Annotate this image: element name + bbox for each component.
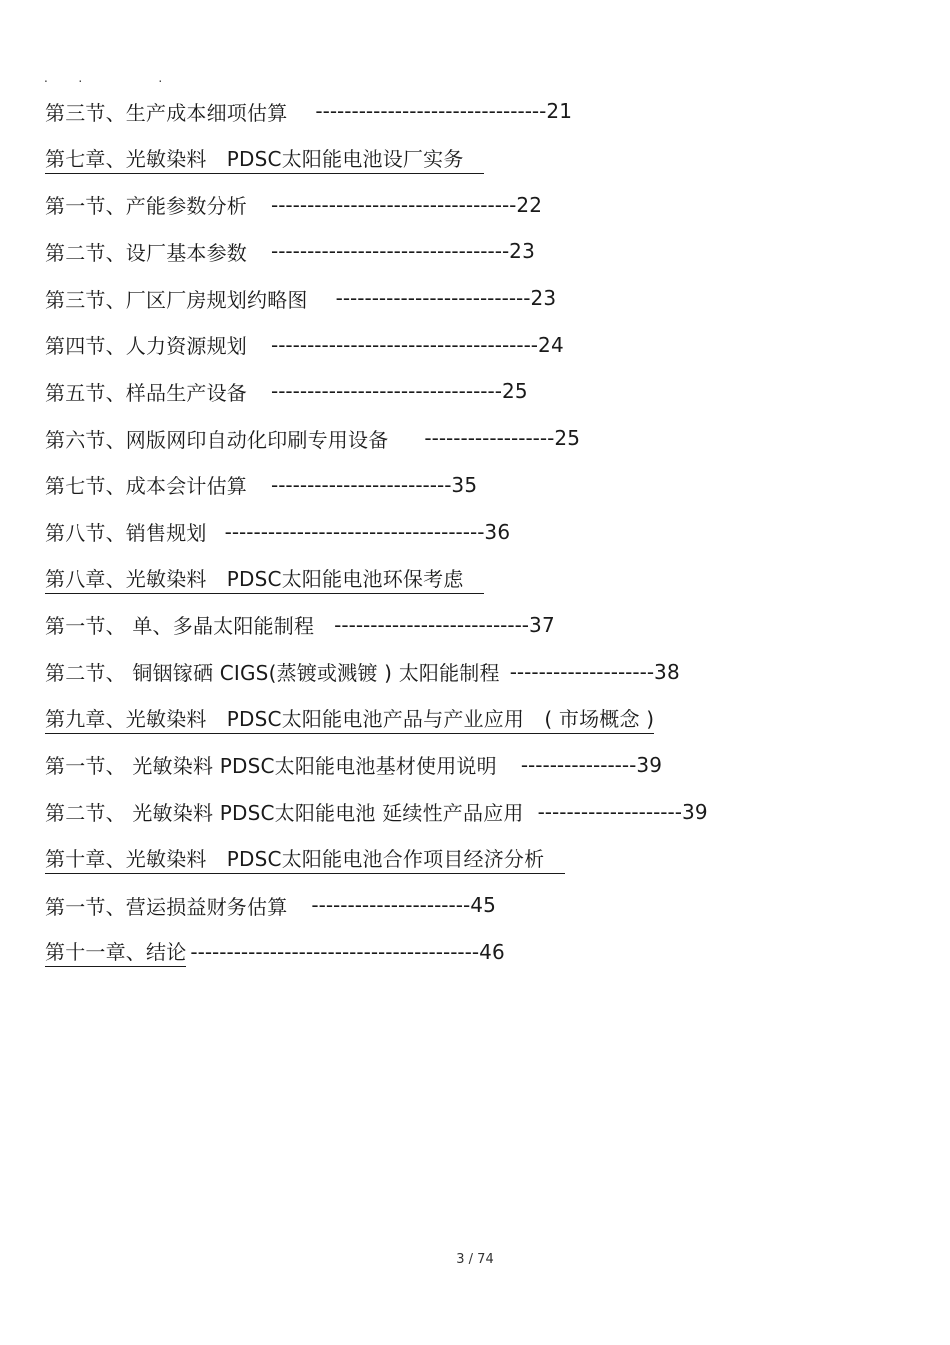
toc-entry-title: 第七章、光敏染料 PDSC太阳能电池设厂实务: [45, 143, 484, 174]
toc-entry-leader: ----------------------: [311, 893, 471, 918]
toc-entry-title: 第二节、 铜铟镓硒 CIGS(蒸镀或溅镀 ) 太阳能制程: [45, 661, 500, 686]
toc-section-entry: [45, 508, 905, 555]
toc-entry-page-number: 36: [484, 519, 511, 544]
toc-section-entry: [45, 181, 905, 228]
toc-section-entry: [45, 275, 905, 322]
toc-chapter-entry: [45, 928, 905, 975]
toc-entry-leader: ------------------------------------: [224, 519, 485, 544]
toc-entry-page-number: 22: [516, 192, 543, 217]
toc-entry-title: 第七节、成本会计估算: [45, 474, 247, 499]
toc-entry-leader: --------------------: [509, 659, 655, 684]
toc-entry-page-number: 46: [479, 939, 505, 964]
toc-entry-title: 第十章、光敏染料 PDSC太阳能电池合作项目经济分析: [45, 843, 565, 874]
toc-chapter-entry: [45, 835, 905, 882]
toc-section-entry: [45, 228, 905, 275]
toc-entry-page-number: 21: [546, 99, 573, 124]
toc-entry-title: 第一节、 单、多晶太阳能制程: [45, 614, 315, 639]
toc-entry-leader: -------------------------------------: [271, 332, 539, 357]
toc-entry-page-number: 23: [509, 239, 536, 264]
toc-entry-page-number: 45: [470, 893, 497, 918]
toc-entry-title: 第四节、人力资源规划: [45, 334, 247, 359]
toc-entry-page-number: 35: [451, 472, 478, 497]
toc-entry-page-number: 37: [529, 612, 555, 637]
toc-entry-title: 第一节、产能参数分析: [45, 194, 247, 219]
toc-entry-title: 第三节、厂区厂房规划约略图: [45, 287, 308, 312]
toc-entry-leader: ---------------------------: [335, 286, 531, 311]
toc-entry-leader: -------------------------: [271, 472, 452, 497]
toc-entry-page-number: 39: [681, 799, 708, 824]
toc-entry-title: 第一节、 光敏染料 PDSC太阳能电池基材使用说明: [45, 754, 497, 779]
toc-chapter-entry: [45, 135, 905, 182]
toc-entry-leader: ------------------: [424, 426, 555, 451]
toc-section-entry: [45, 788, 905, 835]
toc-entry-title: 第二节、设厂基本参数: [45, 240, 247, 265]
toc-section-entry: [45, 415, 905, 462]
toc-section-entry: [45, 648, 905, 695]
toc-entry-leader: ----------------------------------------: [190, 939, 480, 964]
toc-chapter-entry: [45, 695, 905, 742]
toc-entry-title: 第八节、销售规划: [45, 521, 207, 546]
toc-entry-title: 第九章、光敏染料 PDSC太阳能电池产品与产业应用 ( 市场概念 ): [45, 703, 654, 734]
toc-section-entry: [45, 882, 905, 929]
table-of-contents: [45, 88, 905, 975]
toc-section-entry: [45, 742, 905, 789]
toc-entry-title: 第八章、光敏染料 PDSC太阳能电池环保考虑: [45, 563, 484, 594]
top-marks: . . .: [44, 71, 163, 85]
toc-entry-leader: --------------------------------: [315, 99, 547, 124]
toc-entry-page-number: 25: [554, 426, 581, 451]
toc-section-entry: [45, 462, 905, 509]
toc-entry-leader: ---------------------------------: [271, 239, 510, 264]
toc-section-entry: [45, 88, 905, 135]
toc-section-entry: [45, 602, 905, 649]
toc-entry-page-number: 38: [654, 659, 680, 684]
toc-section-entry: [45, 321, 905, 368]
toc-entry-title: 第六节、网版网印自动化印刷专用设备: [45, 427, 389, 452]
toc-chapter-entry: [45, 555, 905, 602]
toc-entry-title: 第十一章、结论: [45, 936, 186, 967]
toc-entry-title: 第一节、营运损益财务估算: [45, 894, 288, 919]
toc-entry-leader: --------------------: [537, 799, 682, 824]
toc-entry-page-number: 25: [501, 379, 528, 404]
toc-section-entry: [45, 368, 905, 415]
toc-entry-title: 第五节、样品生产设备: [45, 380, 247, 405]
page-number-footer: 3 / 74: [456, 1252, 494, 1267]
toc-entry-title: 第三节、生产成本细项估算: [45, 100, 288, 125]
toc-entry-leader: ----------------------------------: [271, 192, 517, 217]
toc-entry-leader: ----------------: [520, 752, 637, 777]
toc-entry-page-number: 23: [530, 286, 557, 311]
toc-entry-title: 第二节、 光敏染料 PDSC太阳能电池 延续性产品应用: [45, 801, 524, 826]
toc-entry-page-number: 24: [538, 332, 564, 357]
toc-entry-page-number: 39: [636, 752, 663, 777]
toc-entry-leader: ---------------------------: [334, 612, 530, 637]
toc-entry-leader: --------------------------------: [271, 379, 502, 404]
